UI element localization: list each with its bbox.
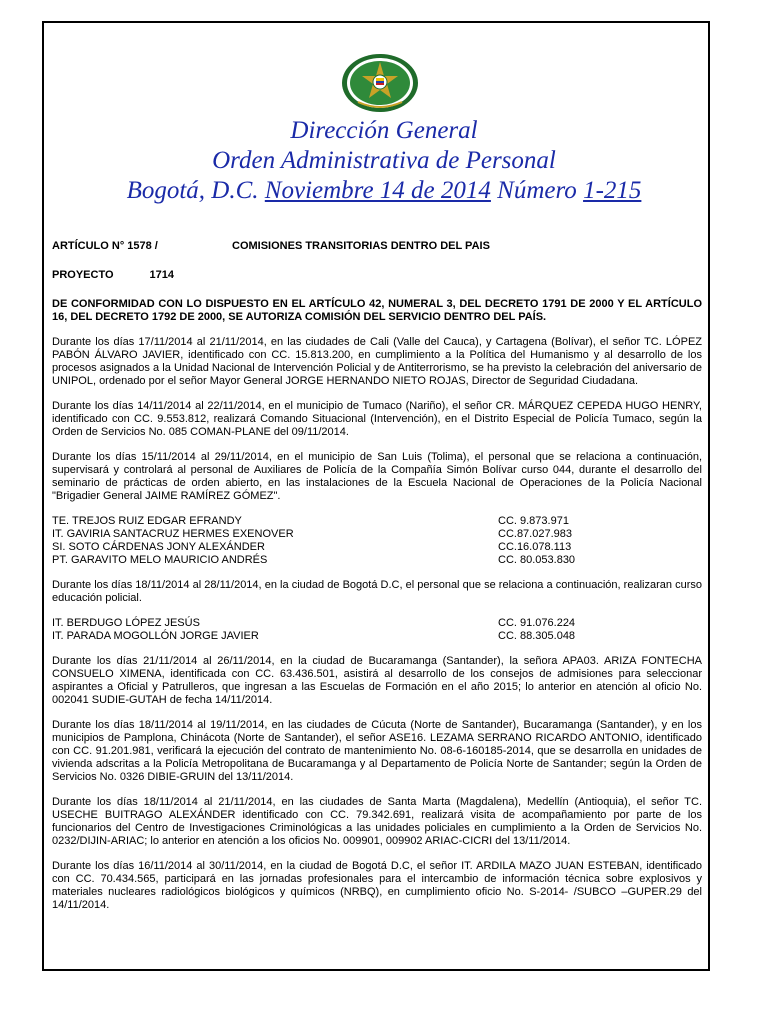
header-line-1: Dirección General <box>290 117 478 144</box>
personnel-row <box>52 554 702 567</box>
header-line-2: Orden Administrativa de Personal <box>212 147 556 174</box>
personnel-name: IT. PARADA MOGOLLÓN JORGE JAVIER <box>52 630 259 642</box>
article-heading <box>52 240 702 253</box>
header-number-label: Número <box>490 177 584 204</box>
personnel-row <box>52 528 702 541</box>
police-emblem-icon <box>340 52 420 114</box>
personnel-name: PT. GARAVITO MELO MAURICIO ANDRÉS <box>52 554 268 566</box>
paragraph: Durante los días 18/11/2014 al 28/11/2014, en la ciudad de Bogotá D.C, el personal que se relaciona a continuación, realizaran curso educación policial. <box>52 579 702 604</box>
header-city: Bogotá, D.C. <box>126 177 265 204</box>
paragraph: Durante los días 18/11/2014 al 19/11/2014, en las ciudades de Cúcuta (Norte de Santander), Bucaramanga (Santander), y en los municipios de Pamplona, Chinácota (Norte de Santander), el señor ASE16. LEZAMA SERRANO RICARDO ANTONIO, identificado con CC. 91.201.981, verificará la ejecución del contrato de mantenimiento No. 08-6-160185-2014, que se desarrolla en unidades de vivienda adscritas a la Policía Metropolitana de Bucaramanga y al Departamento de Policía Norte de Santander; según la Orden de Servicios No. 0326 DIBIE-GRUIN del 13/11/2014. <box>52 719 702 783</box>
personnel-row <box>52 541 702 554</box>
document-body <box>52 240 702 924</box>
personnel-cc: CC. 9.873.971 <box>498 515 569 527</box>
header-number: 1-215 <box>583 177 642 204</box>
personnel-row <box>52 630 702 643</box>
personnel-row <box>52 515 702 528</box>
personnel-name: IT. BERDUGO LÓPEZ JESÚS <box>52 617 200 629</box>
personnel-cc: CC. 80.053.830 <box>498 554 576 566</box>
personnel-row <box>52 617 702 630</box>
header-line-3 <box>0 176 768 206</box>
paragraph: Durante los días 18/11/2014 al 21/11/2014, en las ciudades de Santa Marta (Magdalena), Medellín (Antioquia), el señor TC. USECHE BUITRAGO ALEXÁNDER identificado con CC. 79.342.691, realizará visita de acompañamiento por parte de los funcionarios del Centro de Investigaciones Criminológicas a las unidades policiales en cumplimiento a la Orden de Servicios No. 0232/DIJIN-ARIAC; lo anterior en atención a los oficios No. 009901, 009902 ARIAC-CICRI del 13/11/2014. <box>52 796 702 847</box>
personnel-name: TE. TREJOS RUIZ EDGAR EFRANDY <box>52 515 242 527</box>
personnel-cc: CC.16.078.113 <box>498 541 572 553</box>
header-date: Noviembre 14 de 2014 <box>264 177 491 204</box>
project-number: 1714 <box>149 269 175 281</box>
project-label: PROYECTO <box>52 269 114 281</box>
personnel-cc: CC. 88.305.048 <box>498 630 576 642</box>
project-line <box>52 269 702 282</box>
personnel-name: IT. GAVIRIA SANTACRUZ HERMES EXENOVER <box>52 528 294 540</box>
paragraph: Durante los días 14/11/2014 al 22/11/2014, en el municipio de Tumaco (Nariño), el señor CR. MÁRQUEZ CEPEDA HUGO HENRY, identificado con CC. 9.553.812, realizará Comando Situacional (Intervención), en el Distrito Especial de Policía Tumaco, según la Orden de Servicios No. 085 COMAN-PLANE del 09/11/2014. <box>52 400 702 438</box>
paragraph: Durante los días 21/11/2014 al 26/11/2014, en la ciudad de Bucaramanga (Santander), la señora APA03. ARIZA FONTECHA CONSUELO XIMENA, identificada con CC. 63.436.501, asistirá al desarrollo de los consejos de admisiones para seleccionar aspirantes a Oficial y Patrulleros, que ingresan a las Escuelas de Formación en el año 2015; lo anterior en atención al oficio No. 002041 SUDIE-GUTAH de fecha 14/11/2014. <box>52 655 702 706</box>
intro-paragraph: DE CONFORMIDAD CON LO DISPUESTO EN EL ARTÍCULO 42, NUMERAL 3, DEL DECRETO 1791 DE 2000 Y EL ARTÍCULO 16, DEL DECRETO 1792 DE 2000, SE AUTORIZA COMISIÓN DEL SERVICIO DENTRO DEL PAÍS. <box>52 298 702 323</box>
paragraph: Durante los días 17/11/2014 al 21/11/2014, en las ciudades de Cali (Valle del Cauca), y Cartagena (Bolívar), el señor TC. LÓPEZ PABÓN ÁLVARO JAVIER, identificado con CC. 15.813.200, en cumplimiento a la Política del Humanismo y al desarrollo de los procesos asignados a la Unidad Nacional de Intervención Policial y de Antiterrorismo, se ha previsto la celebración del aniversario de UNIPOL, ordenado por el señor Mayor General JORGE HERNANDO NIETO ROJAS, Director de Seguridad Ciudadana. <box>52 336 702 387</box>
personnel-cc: CC. 91.076.224 <box>498 617 576 629</box>
paragraph: Durante los días 16/11/2014 al 30/11/2014, en la ciudad de Bogotá D.C, el señor IT. ARDILA MAZO JUAN ESTEBAN, identificado con CC. 70.434.565, participará en las jornadas profesionales para el intercambio de información técnica sobre explosivos y materiales nucleares radiológicos biológicos y químicos (NRBQ), en cumplimiento oficio No. S-2014- /SUBCO –GUPER.29 del 14/11/2014. <box>52 860 702 911</box>
article-label: ARTÍCULO N° 1578 / <box>52 240 158 252</box>
paragraph: Durante los días 15/11/2014 al 29/11/2014, en el municipio de San Luis (Tolima), el personal que se relaciona a continuación, supervisará y controlará al personal de Auxiliares de Policía de la Compañía Simón Bolívar curso 044, durante el desarrollo del seminario de prácticas de orden abierto, en las instalaciones de la Escuela Nacional de Operaciones de la Policía Nacional "Brigadier General JAIME RAMÍREZ GÓMEZ". <box>52 451 702 502</box>
personnel-list-2 <box>52 617 702 643</box>
personnel-name: SI. SOTO CÁRDENAS JONY ALEXÁNDER <box>52 541 265 553</box>
personnel-cc: CC.87.027.983 <box>498 528 572 540</box>
personnel-list-1 <box>52 515 702 567</box>
article-title: COMISIONES TRANSITORIAS DENTRO DEL PAIS <box>232 240 490 252</box>
